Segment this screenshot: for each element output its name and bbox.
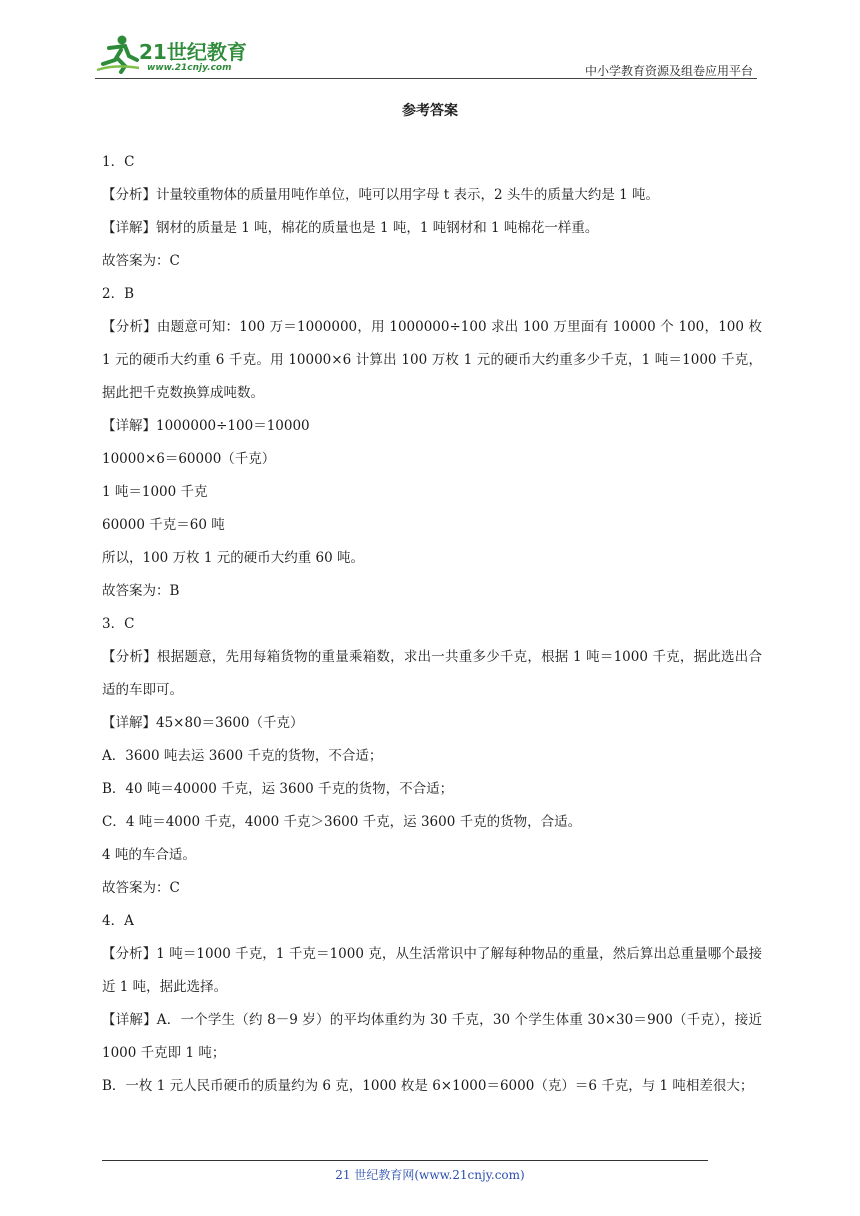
logo — [95, 34, 265, 78]
header-tagline: 中小学教育资源及组卷应用平台 — [584, 64, 753, 78]
paragraph: A．3600 吨去运 3600 千克的货物，不合适； — [102, 748, 383, 764]
logo-text: 21世纪教育 — [139, 40, 247, 64]
paragraph: 所以，100 万枚 1 元的硬币大约重 60 吨。 — [102, 550, 364, 566]
paragraph: 【分析】1 吨＝1000 千克，1 千克＝1000 克，从生活常识中了解每种物品的重量，然后算出总重量哪个最接近 1 吨，据此选择。 — [102, 946, 762, 995]
paragraph: B．40 吨＝40000 千克，运 3600 千克的货物，不合适； — [102, 781, 454, 797]
paragraph: 60000 千克＝60 吨 — [102, 517, 225, 533]
paragraph: 【详解】45×80＝3600（千克） — [102, 715, 304, 731]
paragraph: 故答案为：B — [102, 583, 180, 599]
paragraph: B．一枚 1 元人民币硬币的质量约为 6 克，1000 枚是 6×1000＝6000（克）＝6 千克，与 1 吨相差很大； — [102, 1078, 754, 1094]
paragraph: 【分析】由题意可知：100 万＝1000000，用 1000000÷100 求出 100 万里面有 10000 个 100，100 枚 1 元的硬币大约重 6 千克。用 10000×6 计算出 100 万枚 1 元的硬币大约重多少千克，1 吨＝1000 千克，据此把千克数换算成吨数。 — [102, 319, 762, 401]
paragraph: 故答案为：C — [102, 253, 180, 269]
paragraph: 1．C — [102, 154, 135, 170]
paragraph: 【详解】1000000÷100＝10000 — [102, 418, 310, 434]
paragraph: 10000×6＝60000（千克） — [102, 451, 276, 467]
paragraph: 【分析】根据题意，先用每箱货物的重量乘箱数，求出一共重多少千克，根据 1 吨＝1000 千克，据此选出合适的车即可。 — [102, 649, 762, 698]
footer-divider — [102, 1160, 708, 1161]
paragraph: 【详解】A．一个学生（约 8－9 岁）的平均体重约为 30 千克，30 个学生体重 30×30＝900（千克），接近 1000 千克即 1 吨； — [102, 1012, 762, 1061]
answer-content — [102, 146, 762, 1103]
paragraph: 【详解】钢材的质量是 1 吨，棉花的质量也是 1 吨，1 吨钢材和 1 吨棉花一样重。 — [102, 220, 599, 236]
page-title: 参考答案 — [402, 103, 458, 119]
page-footer: 21 世纪教育网(www.21cnjy.com) — [335, 1168, 525, 1182]
header-divider — [95, 78, 757, 79]
logo-url: www.21cnjy.com — [147, 63, 232, 73]
paragraph: C．4 吨＝4000 千克，4000 千克＞3600 千克，运 3600 千克的货物，合适。 — [102, 814, 582, 830]
paragraph: 【分析】计量较重物体的质量用吨作单位，吨可以用字母 t 表示，2 头牛的质量大约是 1 吨。 — [102, 187, 660, 203]
running-figure-icon — [95, 34, 141, 74]
paragraph: 4．A — [102, 913, 134, 929]
paragraph: 4 吨的车合适。 — [102, 847, 196, 863]
paragraph: 故答案为：C — [102, 880, 180, 896]
paragraph: 1 吨＝1000 千克 — [102, 484, 208, 500]
page-header — [95, 30, 757, 80]
paragraph: 3．C — [102, 616, 135, 632]
paragraph: 2．B — [102, 286, 135, 302]
